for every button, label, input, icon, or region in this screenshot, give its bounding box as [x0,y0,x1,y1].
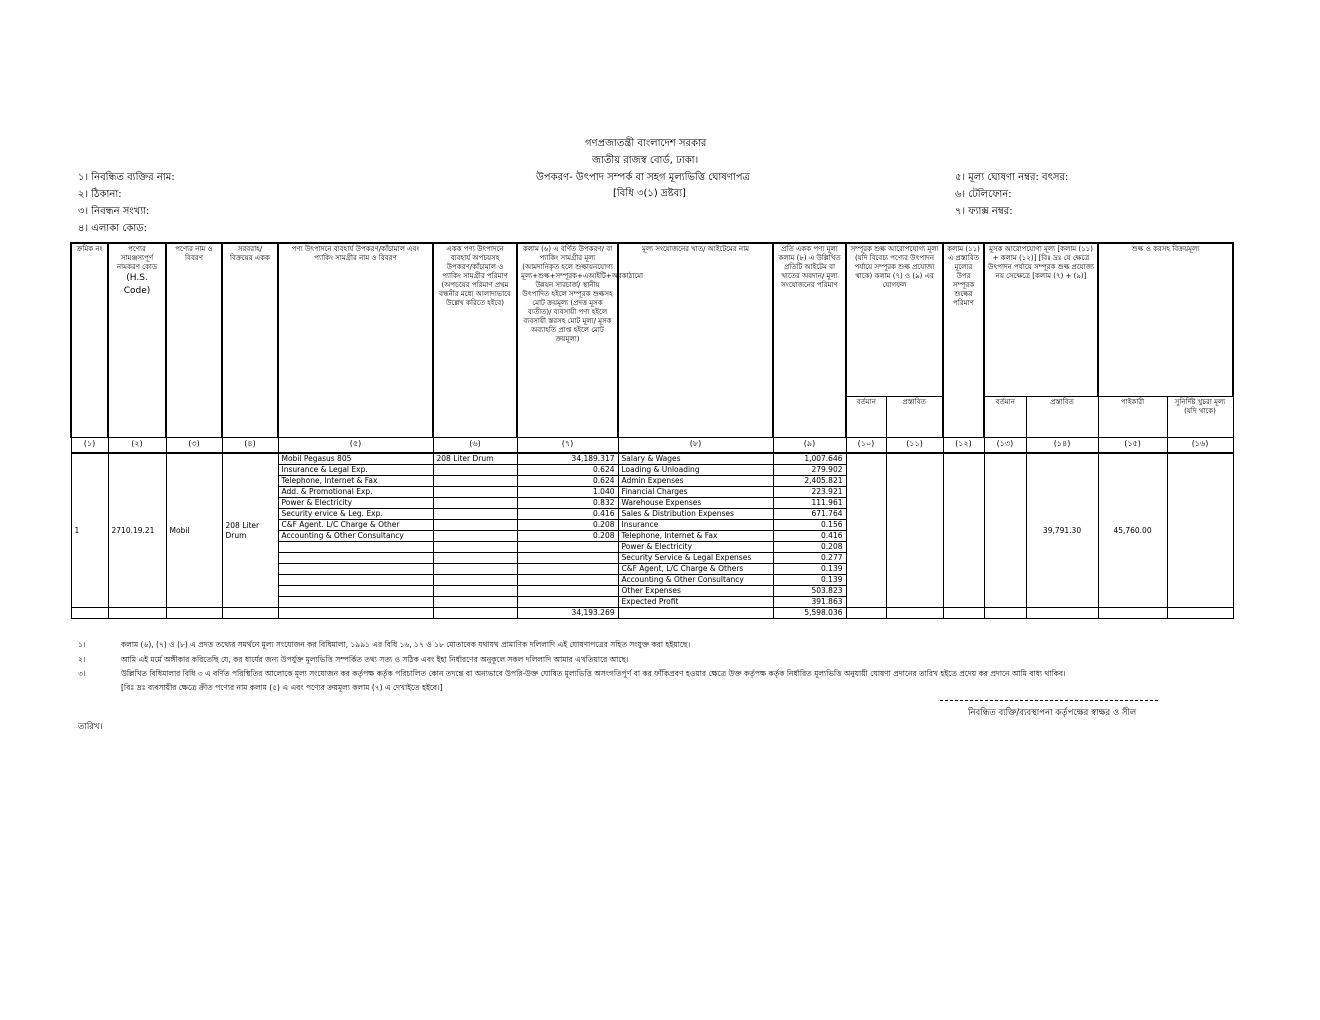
col-hscode-label: পণ্যের সামঞ্জস্যপূর্ণ নামকরণ কোড [116,245,158,271]
col-input-value-header: কলাম (৬) এ বর্ণিত উপকরণ/ বা প্যাকিং সামগ্রীর মূল্য (আমদানিকৃত হলে শুল্কায়নযোগ্য মূল্য+শুল্ক+সম্পূরক+এআইটি+অবকাঠামো উন্নয়ন সারচার্জ/ স্থানীয় উৎপাদিত হইলে সম্পূরক শুল্কসহ মোট ক্রয়মূল্য (প্রদত্ত মূসক ব্যতীত)/ ব্যবসায়ী পণ্য হইলে ব্যবসায়ী স্তরসহ মোট মূল্য/ মূসক অব্যাহতি প্রাপ্ত হইলে মোট ক্রয়মূল্য) [517,243,618,438]
sd-amount [943,453,984,608]
sd-base-current [846,453,886,608]
input-value: 0.832 [517,498,618,509]
info-address: ২। ঠিকানা: [78,189,122,200]
date-label: তারিখ। [78,722,103,732]
col-value-added-item-header: মূল্য সংযোজনের খাত/ আইটেমের নাম [618,243,773,438]
column-number-12: (১২) [943,438,984,454]
input-quantity [433,520,517,531]
total-cell [984,608,1026,619]
value-added-item: Other Expenses [618,586,773,597]
input-value [517,586,618,597]
total-cell [433,608,517,619]
sub-proposed-14: প্রস্তাবিত [1026,397,1098,438]
input-name: Add. & Promotional Exp. [278,487,433,498]
sub-current-10: বর্তমান [846,397,886,438]
value-added-item: Accounting & Other Consultancy [618,575,773,586]
input-value: 34,189.317 [517,453,618,465]
input-quantity [433,586,517,597]
input-name [278,586,433,597]
input-name [278,575,433,586]
inputs-total: 34,193.269 [517,608,618,619]
column-number-3: (৩) [166,438,222,454]
table-row [71,453,1233,465]
input-quantity: 208 Liter Drum [433,453,517,465]
input-value [517,542,618,553]
info-registration-no: ৩। নিবন্ধন সংখ্যা: [78,206,150,217]
col-sd-amount-header: কলাম (১১) এ প্রস্তাবিত মূল্যের উপর সম্পূরক শুল্কের পরিমাণ [943,243,984,438]
product-name: Mobil [166,453,222,608]
column-number-2: (২) [108,438,166,454]
value-added-item: Salary & Wages [618,453,773,465]
input-name: Telephone, Internet & Fax [278,476,433,487]
sub-current-13: বর্তমান [984,397,1026,438]
total-cell [1098,608,1167,619]
sd-base-proposed [886,453,943,608]
input-name: Insurance & Legal Exp. [278,465,433,476]
total-row [71,608,1233,619]
input-name: Mobil Pegasus 805 [278,453,433,465]
col-sale-price-header: শুল্ক ও করসহ বিক্রয়মূল্য [1098,243,1233,397]
sale-price-retail [1167,453,1233,608]
input-value [517,597,618,608]
column-number-6: (৬) [433,438,517,454]
value-added-amount: 503.823 [773,586,846,597]
input-value: 0.624 [517,465,618,476]
value-added-amount: 0.139 [773,575,846,586]
value-added-item: Insurance [618,520,773,531]
col-value-added-amount-header: প্রতি একক পণ্য মূল্য কলাম (৮) এ উল্লিখিত প্রতিটি আইটেম বা খাতের অবদান/ মূল্য সংযোজনের পরিমাণ [773,243,846,438]
vat-base-current [984,453,1026,608]
input-name [278,542,433,553]
column-number-16: (১৬) [1167,438,1233,454]
value-added-item: Telephone, Internet & Fax [618,531,773,542]
column-number-13: (১৩) [984,438,1026,454]
header-nbr: জাতীয় রাজস্ব বোর্ড, ঢাকা। [592,155,699,166]
total-cell [278,608,433,619]
value-added-amount: 223.921 [773,487,846,498]
input-value: 0.208 [517,531,618,542]
input-value: 0.624 [517,476,618,487]
sub-proposed-11: প্রস্তাবিত [886,397,943,438]
value-added-amount: 0.277 [773,553,846,564]
value-added-item: Admin Expenses [618,476,773,487]
value-added-total: 5,598.036 [773,608,846,619]
form-rule-ref: [বিধি ৩(১) দ্রষ্টব্য] [613,188,686,199]
value-added-item: C&F Agent, L/C Charge & Others [618,564,773,575]
value-added-amount: 671.764 [773,509,846,520]
column-number-10: (১০) [846,438,886,454]
header-row [71,243,1233,397]
info-telephone: ৬। টেলিফোন: [955,189,1012,200]
product-unit: 208 Liter Drum [222,453,278,608]
input-quantity [433,542,517,553]
column-number-14: (১৪) [1026,438,1098,454]
value-added-item: Security Service & Legal Expenses [618,553,773,564]
input-quantity [433,564,517,575]
column-number-9: (৯) [773,438,846,454]
column-number-row [71,438,1233,454]
input-quantity [433,531,517,542]
note-text: [বিঃ দ্রঃ ব্যবসায়ীর ক্ষেত্রে ক্রীত পণ্যের নাম কলাম (৫) এ এবং পণ্যের ক্রয়মূল্য কলাম (৭) এ দেখাইতে হইবে।] [121,683,443,692]
input-name: Accounting & Other Consultancy [278,531,433,542]
input-value [517,553,618,564]
input-quantity [433,498,517,509]
input-value [517,575,618,586]
form-title: উপকরণ- উৎপাদ সম্পর্ক বা সহগ মূল্যভিত্তি ঘোষণাপত্র [536,172,750,183]
col-quantity-header: একক পণ্য উৎপাদনে ব্যবহার্য অপচয়সহ উপকরণ/কাঁচামাল ও প্যাকিং সামগ্রীর পরিমাণ (অপচয়ের পরিমাণ প্রথম বন্ধনীর মধ্যে আলাদাভাবে উল্লেখ করিতে হইবে) [433,243,517,438]
total-cell [1167,608,1233,619]
input-quantity [433,575,517,586]
input-value: 0.416 [517,509,618,520]
value-added-item: Power & Electricity [618,542,773,553]
header-govt: গণপ্রজাতন্ত্রী বাংলাদেশ সরকার [585,138,707,149]
input-name: C&F Agent. L/C Charge & Other [278,520,433,531]
value-added-amount: 111.961 [773,498,846,509]
input-value [517,564,618,575]
sale-price-wholesale: 45,760.00 [1098,453,1167,608]
value-added-amount: 279.902 [773,465,846,476]
input-quantity [433,509,517,520]
note-text: আমি এই মর্মে অঙ্গীকার করিতেছি যে, কর ধার্যের জন্য উপর্যুক্ত মূল্যভিত্তি সম্পর্কিত তথ্য সত্য ও সঠিক এবং ইহা নির্ধারণের অনুকূলে সকল দলিলাদি আমার এখতিয়ারে আছে। [121,655,629,664]
total-cell [886,608,943,619]
product-serial: 1 [71,453,108,608]
total-cell [846,608,886,619]
col-inputs-header: পণ্য উৎপাদনে ব্যবহার্য উপকরণ/কাঁচামাল এবং প্যাকিং সামগ্রীর নাম ও বিবরণ [278,243,433,438]
input-name [278,564,433,575]
value-added-amount: 391.863 [773,597,846,608]
price-declaration-table [70,242,1234,619]
sub-retail: সুনির্দিষ্ট খুচরা মূল্য (যদি থাকে) [1167,397,1233,438]
col-unit-header: সরবরাহ/ বিক্রয়ের একক [222,243,278,438]
value-added-amount: 1,007.646 [773,453,846,465]
column-number-7: (৭) [517,438,618,454]
input-name: Power & Electricity [278,498,433,509]
input-quantity [433,553,517,564]
signature-line [940,700,1158,701]
sub-wholesale: পাইকারী [1098,397,1167,438]
total-cell [108,608,166,619]
note-number: ৩। [78,669,86,678]
vat-base-proposed: 39,791.30 [1026,453,1098,608]
note-number: ২। [78,655,86,664]
total-cell [618,608,773,619]
total-cell [943,608,984,619]
input-quantity [433,597,517,608]
total-cell [222,608,278,619]
column-number-4: (৪) [222,438,278,454]
value-added-item: Financial Charges [618,487,773,498]
note-number: ১। [78,640,86,649]
note-text: উল্লিখিত বিধিমালার বিধি ৩ এ বর্ণিত পরিস্থিতির আলোকে মূল্য সংযোজন কর কর্তৃপক্ষ কর্তৃক পরিচালিত কোন তদন্তে বা অন্যভাবে উপরি-উক্ত ঘোষিত মূল্যভিত্তি অসংগতিপূর্ণ বা কর ফাঁকিপ্রবণ হওয়ার ক্ষেত্রে উক্ত কর্তৃপক্ষ কর্তৃক নির্ধারিত মূল্যভিত্তি অনুযায়ী ঘোষণা প্রদানের তারিখ হইতে প্রদেয় কর প্রদানে আমি বাধ্য থাকিব। [121,669,1066,678]
info-fax: ৭। ফ্যাক্স নম্বর: [955,206,1013,217]
input-name [278,553,433,564]
info-registered-name: ১। নিবন্ধিত ব্যক্তির নাম: [78,172,175,183]
input-value: 0.208 [517,520,618,531]
column-number-5: (৫) [278,438,433,454]
value-added-amount: 0.139 [773,564,846,575]
total-cell [1026,608,1098,619]
total-cell [71,608,108,619]
col-serial-header: ক্রমিক নং [71,243,108,438]
column-number-15: (১৫) [1098,438,1167,454]
product-hs-code: 2710.19.21 [108,453,166,608]
col-product-header: পণ্যের নাম ও বিবরণ [166,243,222,438]
column-number-1: (১) [71,438,108,454]
input-quantity [433,465,517,476]
col-sd-base-header: সম্পূরক শুল্ক আরোপযোগ্য মূল্য (যদি বিবেচ্য পণ্যের উৎপাদন পর্যায়ে সম্পূরক শুল্ক প্রযোজ্য থাকে) কলাম (৭) ও (৯) এর যোগফল [846,243,943,397]
info-price-declaration-no: ৫। মূল্য ঘোষণা নম্বর: বৎসর: [955,172,1069,183]
col-hscode-header [108,243,166,438]
signature-label: নিবন্ধিত ব্যক্তি/ব্যবস্থাপনা কর্তৃপক্ষের স্বাক্ষর ও সীল [968,708,1137,718]
value-added-item: Loading & Unloading [618,465,773,476]
value-added-amount: 0.156 [773,520,846,531]
column-number-8: (৮) [618,438,773,454]
value-added-amount: 0.416 [773,531,846,542]
value-added-amount: 2,405.821 [773,476,846,487]
value-added-item: Sales & Distribution Expenses [618,509,773,520]
input-value: 1.040 [517,487,618,498]
info-area-code: ৪। এলাকা কোড: [78,223,147,234]
total-cell [166,608,222,619]
input-quantity [433,476,517,487]
col-hscode-hs: (H.S. Code) [123,273,151,296]
input-name: Security ervice & Leg. Exp. [278,509,433,520]
value-added-item: Warehouse Expenses [618,498,773,509]
input-name [278,597,433,608]
input-quantity [433,487,517,498]
value-added-item: Expected Profit [618,597,773,608]
note-text: কলাম (৬), (৭) ও (৮) এ প্রদত্ত তথ্যের সমর্থনে মূল্য সংযোজন কর বিধিমালা, ১৯৯১ এর বিধি ১৬, ১৭ ও ১৮ মোতাবেক যথাযথ প্রামাণিক দলিলাদি এই ঘোষণাপত্রের সহিত সংযুক্ত করা হইয়াছে। [121,640,691,649]
value-added-amount: 0.208 [773,542,846,553]
column-number-11: (১১) [886,438,943,454]
col-vat-base-header: মূসক আরোপযোগ্য মূল্য [কলাম (১১) + কলাম (১২)] [বিঃ দ্রঃ যে ক্ষেত্রে উৎপাদন পর্যায়ে সম্পূরক শুল্ক প্রযোজ্য নয় সেক্ষেত্রে [কলাম (৭) + (৯)] [984,243,1098,397]
